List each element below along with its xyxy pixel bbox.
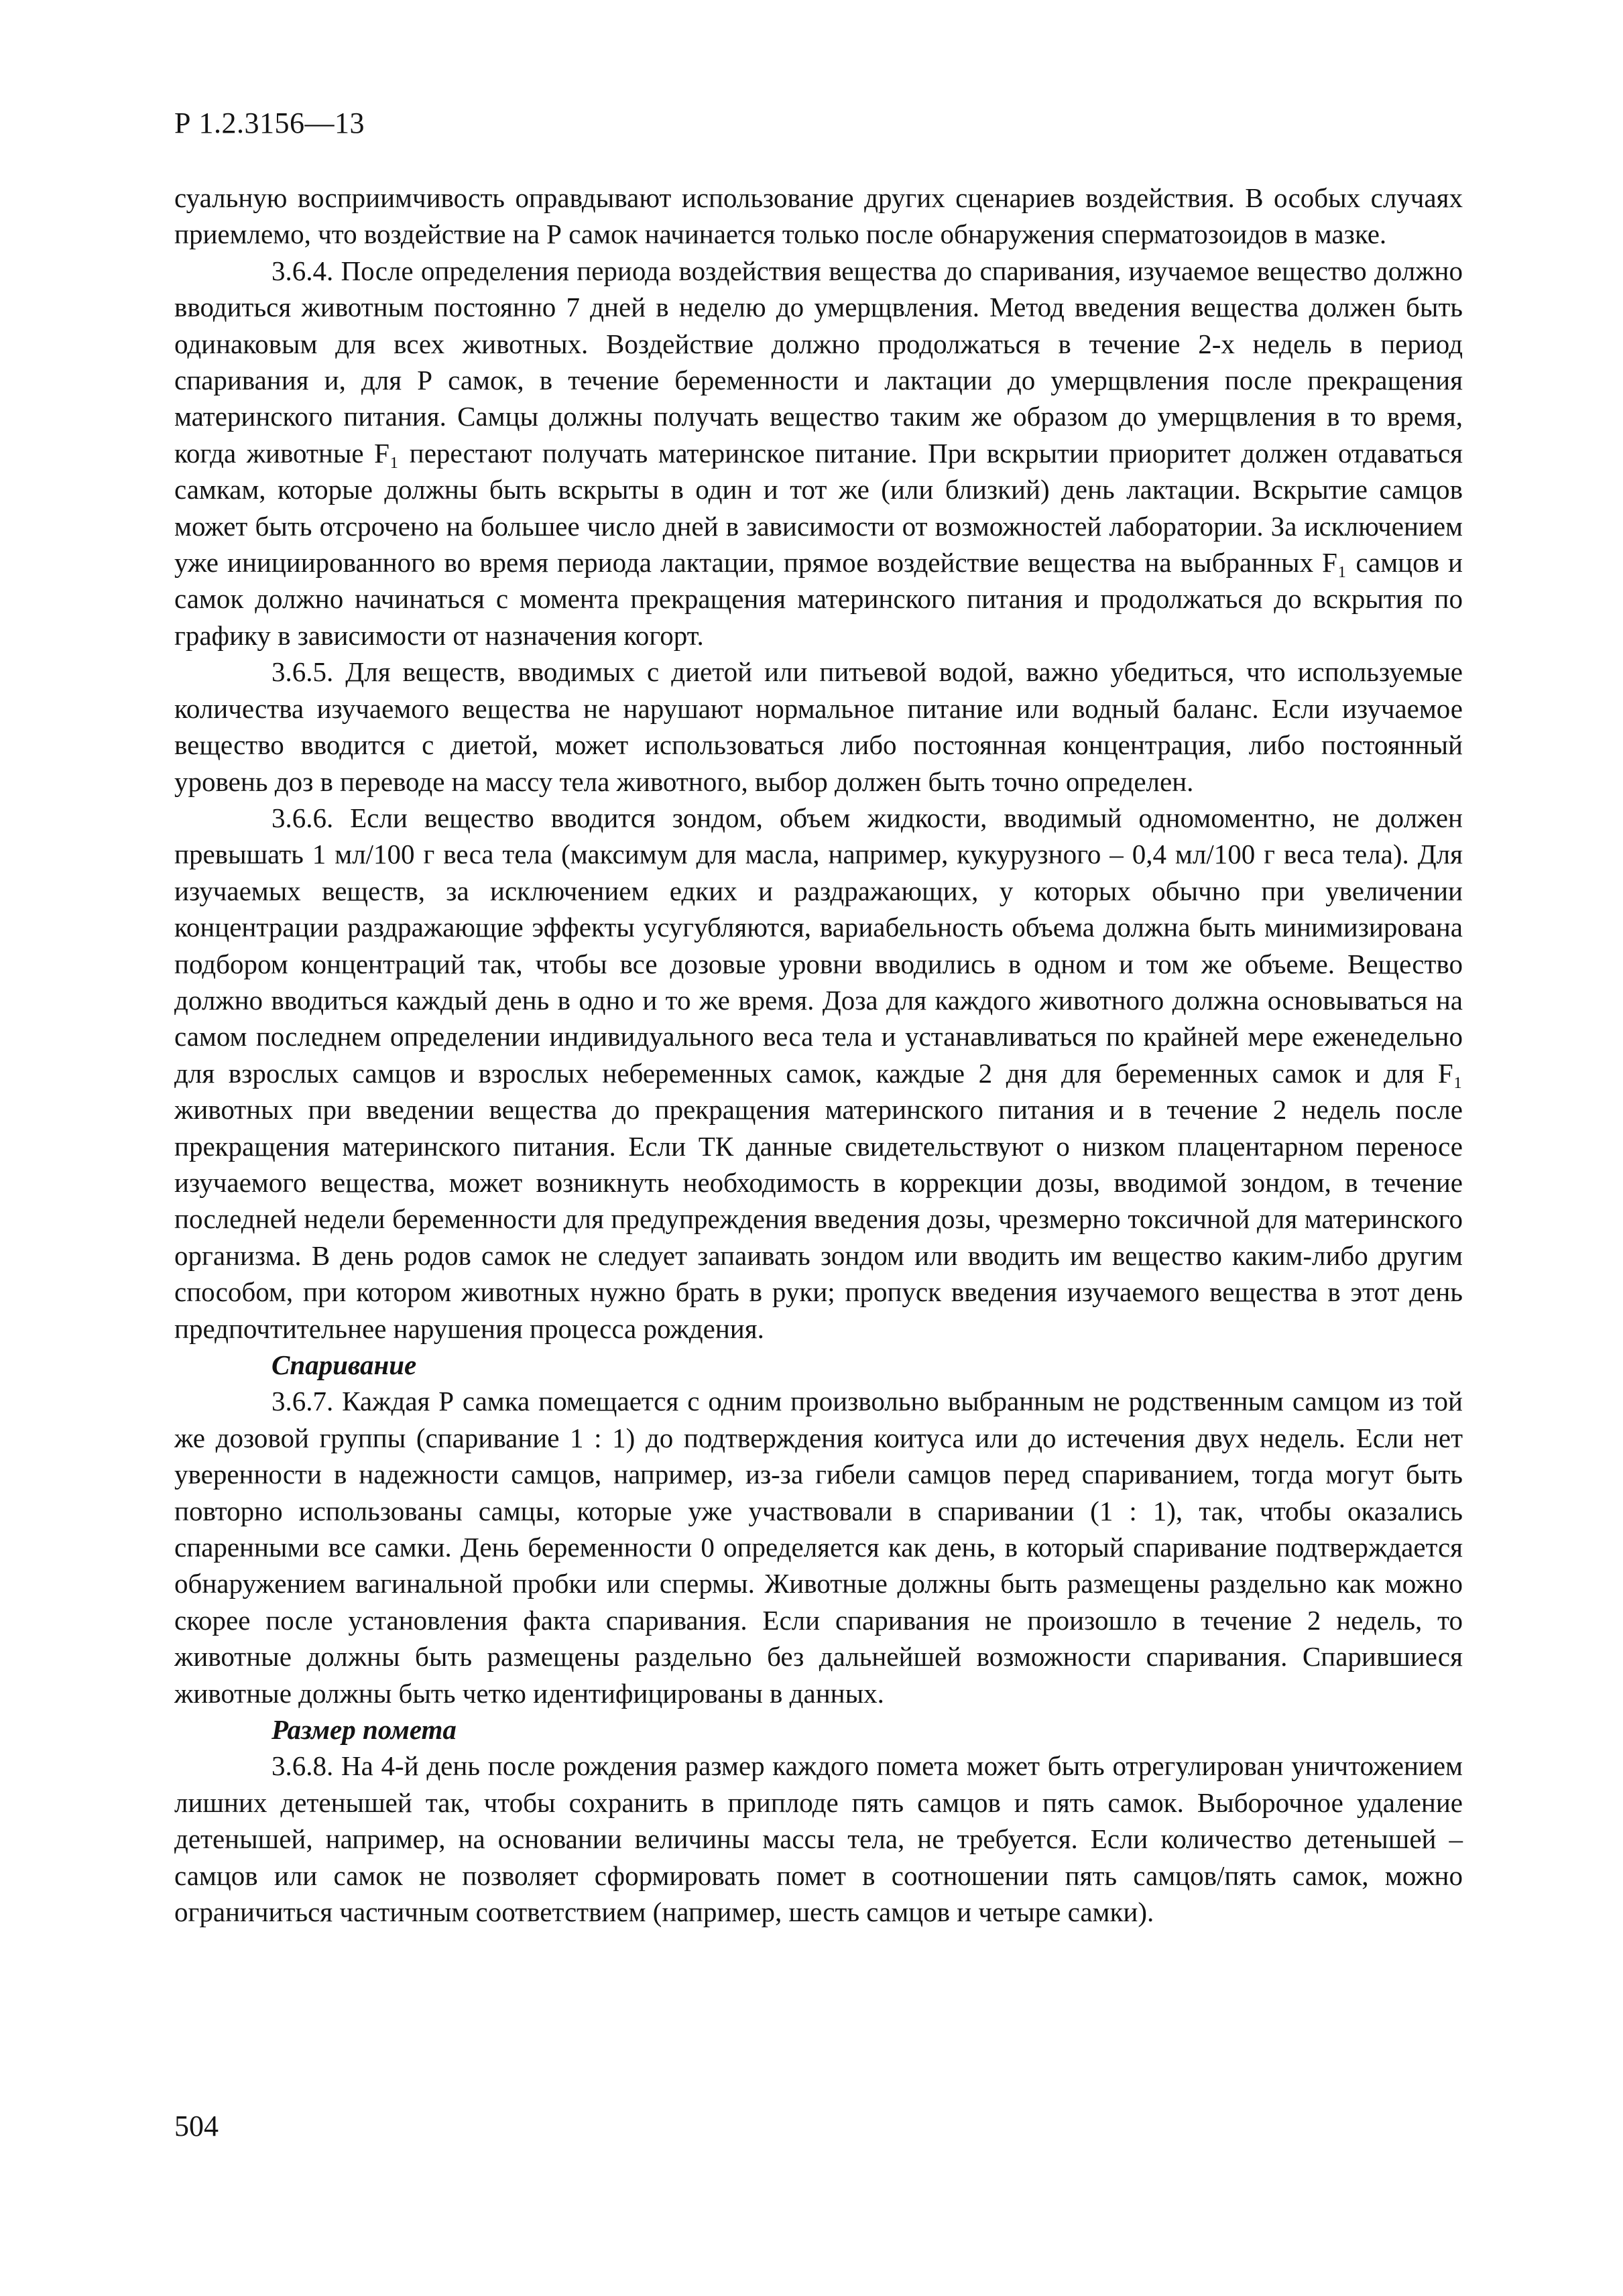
paragraph-3-6-4: 3.6.4. После определения периода воздействия вещества до спаривания, изучаемое вещество должно вводиться животным постоянно 7 дней в неделю до умерщвления. Метод введения вещества должен быть одинаковым для всех животных. Воздействие должно продолжаться в течение 2-х недель в период спаривания и, для Р самок, в течение беременности и лактации до умерщвления после прекращения материнского питания. Самцы должны получать вещество таким же образом до умерщвления в то время, когда животные F₁ перестают получать материнское питание. При вскрытии приоритет должен отдаваться самкам, которые должны быть вскрыты в один и тот же (или близкий) день лактации. Вскрытие самцов может быть отсрочено на большее число дней в зависимости от возможностей лаборатории. За исключением уже инициированного во время периода лактации, прямое воздействие вещества на выбранных F₁ самцов и самок должно начинаться с момента прекращения материнского питания и продолжаться до вскрытия по графику в зависимости от назначения когорт. — [174, 255, 1463, 651]
paragraph-continuation: суальную восприимчивость оправдывают использование других сценариев воздействия. В особых случаях приемлемо, что воздействие на Р самок начинается только после обнаружения сперматозоидов в мазке. — [174, 182, 1463, 250]
body-text — [174, 180, 1463, 1931]
paragraph-3-6-7: 3.6.7. Каждая Р самка помещается с одним произвольно выбранным не родственным самцом из той же дозовой группы (спаривание 1 : 1) до подтверждения коитуса или до истечения двух недель. Если нет уверенности в надежности самцов, например, из-за гибели самцов перед спариванием, тогда могут быть повторно использованы самцы, которые уже участвовали в спаривании (1 : 1), так, чтобы оказались спаренными все самки. День беременности 0 определяется как день, в который спаривание подтверждается обнаружением вагинальной пробки или спермы. Животные должны быть размещены раздельно как можно скорее после установления факта спаривания. Если спаривания не произошло в течение 2 недель, то животные должны быть размещены раздельно без дальнейшей возможности спаривания. Спарившиеся животные должны быть четко идентифицированы в данных. — [174, 1386, 1463, 1709]
subheading-litter-size: Размер помета — [272, 1714, 457, 1746]
paragraph-3-6-6: 3.6.6. Если вещество вводится зондом, объем жидкости, вводимый одномоментно, не должен превышать 1 мл/100 г веса тела (максимум для масла, например, кукурузного – 0,4 мл/100 г веса тела). Для изучаемых веществ, за исключением едких и раздражающих, у которых обычно при увеличении концентрации раздражающие эффекты усугубляются, вариабельность объема должна быть минимизирована подбором концентраций так, чтобы все дозовые уровни вводились в одном и том же объеме. Вещество должно вводиться каждый день в одно и то же время. Доза для каждого животного должна основываться на самом последнем определении индивидуального веса тела и устанавливаться по крайней мере еженедельно для взрослых самцов и взрослых небеременных самок, каждые 2 дня для беременных самок и для F₁ животных при введении вещества до прекращения материнского питания и в течение 2 недель после прекращения материнского питания. Если ТК данные свидетельствуют о низком плацентарном переносе изучаемого вещества, может возникнуть необходимость в коррекции дозы, вводимой зондом, в течение последней недели беременности для предупреждения введения дозы, чрезмерно токсичной для материнского организма. В день родов самок не следует запаивать зондом или вводить им вещество каким-либо другим способом, при котором животных нужно брать в руки; пропуск введения изучаемого вещества в этот день предпочтительнее нарушения процесса рождения. — [174, 802, 1463, 1344]
paragraph-3-6-5: 3.6.5. Для веществ, вводимых с диетой или питьевой водой, важно убедиться, что используемые количества изучаемого вещества не нарушают нормальное питание или водный баланс. Если изучаемое вещество вводится с диетой, может использоваться либо постоянная концентрация, либо постоянный уровень доз в переводе на массу тела животного, выбор должен быть точно определен. — [174, 656, 1463, 797]
paragraph-3-6-8: 3.6.8. На 4-й день после рождения размер каждого помета может быть отрегулирован уничтожением лишних детенышей так, чтобы сохранить в приплоде пять самцов и пять самок. Выборочное удаление детенышей, например, на основании величины массы тела, не требуется. Если количество детенышей – самцов или самок не позволяет сформировать помет в соотношении пять самцов/пять самок, можно ограничиться частичным соответствием (например, шесть самцов и четыре самки). — [174, 1750, 1463, 1928]
subheading-mating: Спаривание — [272, 1349, 417, 1380]
page-number: 504 — [174, 2110, 219, 2142]
document-code-header: Р 1.2.3156—13 — [174, 107, 365, 139]
